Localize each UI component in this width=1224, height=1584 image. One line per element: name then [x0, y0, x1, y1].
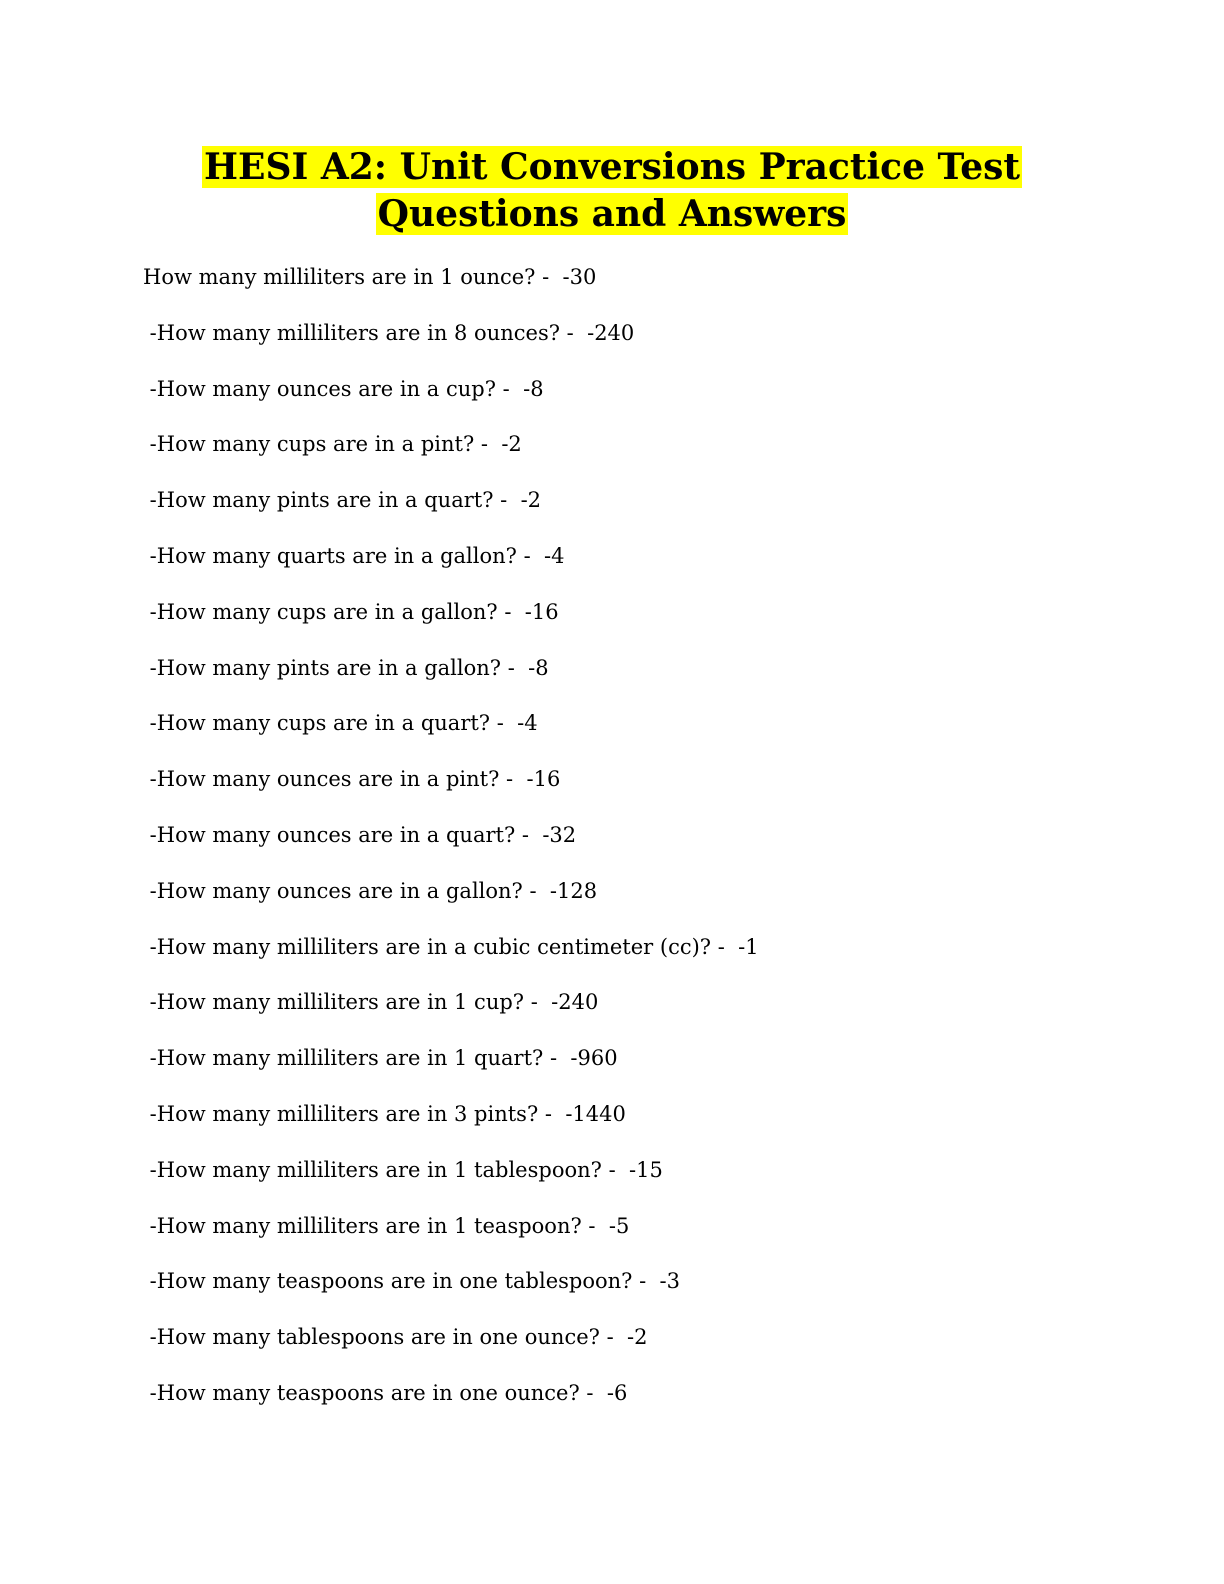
- qa-item: -How many pints are in a quart? - -2: [143, 488, 542, 513]
- qa-item: -How many ounces are in a gallon? - -128: [143, 878, 598, 903]
- qa-item: -How many teaspoons are in one ounce? - -6: [143, 1380, 628, 1405]
- qa-item: -How many quarts are in a gallon? - -4: [143, 543, 565, 568]
- qa-item: -How many milliliters are in 3 pints? - -1440: [143, 1101, 626, 1126]
- qa-item: -How many ounces are in a pint? - -16: [143, 767, 561, 792]
- qa-item: -How many milliliters are in 1 tablespoon? - -15: [143, 1157, 663, 1182]
- qa-list: [143, 262, 759, 1434]
- qa-item: -How many milliliters are in 1 cup? - -240: [143, 990, 599, 1015]
- qa-item: -How many pints are in a gallon? - -8: [143, 655, 549, 680]
- qa-item: -How many cups are in a pint? - -2: [143, 432, 522, 457]
- title-line-1: HESI A2: Unit Conversions Practice Test: [204, 146, 1020, 188]
- page-title: [0, 144, 1224, 238]
- qa-item: -How many cups are in a quart? - -4: [143, 711, 538, 736]
- qa-item: -How many teaspoons are in one tablespoon? - -3: [143, 1269, 681, 1294]
- qa-item: -How many cups are in a gallon? - -16: [143, 599, 559, 624]
- qa-item: -How many milliliters are in a cubic centimeter (cc)? - -1: [143, 934, 759, 959]
- qa-item: -How many tablespoons are in one ounce? - -2: [143, 1325, 648, 1350]
- qa-item: -How many ounces are in a cup? - -8: [143, 376, 544, 401]
- title-line-2: Questions and Answers: [377, 193, 847, 235]
- qa-item: -How many milliliters are in 1 teaspoon? - -5: [143, 1213, 630, 1238]
- qa-item: How many milliliters are in 1 ounce? - -30: [143, 265, 597, 289]
- qa-item: -How many ounces are in a quart? - -32: [143, 822, 577, 847]
- qa-item: -How many milliliters are in 8 ounces? - -240: [143, 320, 635, 345]
- qa-item: -How many milliliters are in 1 quart? - -960: [143, 1046, 618, 1071]
